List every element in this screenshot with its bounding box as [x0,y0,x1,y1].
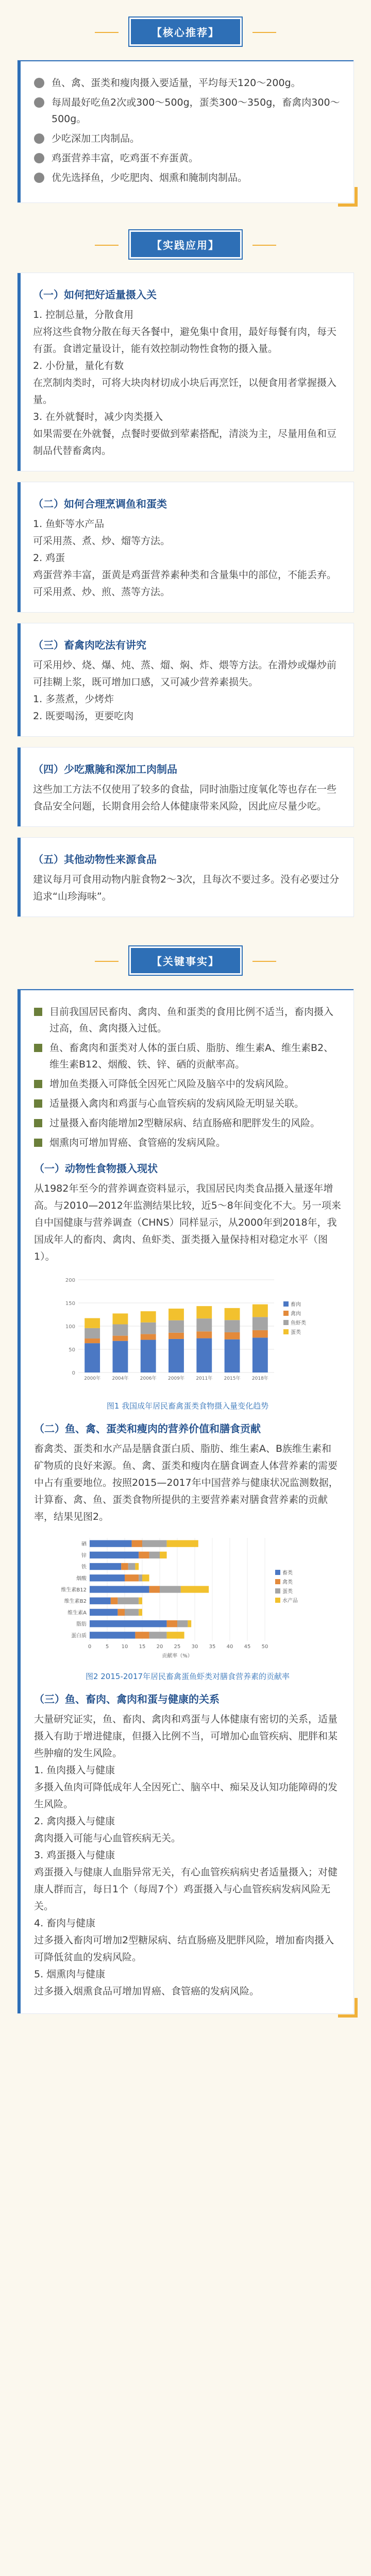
x-tick-label: 20 [156,1644,163,1650]
legend-swatch [283,1320,289,1325]
chart-2-wrap [34,1533,341,1667]
core-item-text: 优先选择鱼，少吃肥肉、烟熏和腌制肉制品。 [52,172,248,183]
nutrient-contribution-chart [43,1533,332,1667]
bar-segment [90,1598,111,1604]
y-tick-label: 150 [65,1301,75,1307]
facts-block3-text: 过多摄入烟熏食品可增加胃癌、食管癌的发病风险。 [34,1986,260,1997]
legend-label: 蛋类 [282,1589,293,1595]
y-tick-label: 0 [72,1370,75,1376]
bullet-square-icon [34,1119,42,1127]
practice-text: 3. 在外就餐时，减少肉类摄入 [33,411,163,422]
practice-list [18,273,353,917]
bar-segment [149,1632,167,1638]
legend-label: 鱼虾类 [291,1320,306,1326]
core-item-text: 鱼、禽、蛋类和瘦肉摄入要适量，平均每天120～200g。 [52,77,301,89]
bar-segment [167,1620,177,1627]
practice-text: 1. 控制总量，分散食用 [33,309,134,320]
core-item-text: 每周最好吃鱼2次或300～500g，蛋类300～350g，畜禽肉300～500g。 [52,97,340,125]
bar-segment [113,1336,128,1341]
bar-segment [139,1598,142,1604]
practice-text: 可采用炒、烧、爆、炖、蒸、熘、焖、炸、煨等方法。在滑炒或爆炒前可挂糊上浆，既可增加口感，又可减少营养素损失。 [33,659,337,688]
box-corner-decoration [338,187,358,207]
x-tick-label: 30 [191,1644,198,1650]
bar-segment [125,1609,139,1616]
y-tick-label: 维生素B2 [64,1599,87,1605]
bar-segment [90,1632,135,1638]
facts-block3-text: 4. 畜肉与健康 [34,1918,96,1929]
x-tick-label: 2011年 [196,1376,213,1381]
x-tick-label: 40 [226,1644,233,1650]
bullet-square-icon [34,1008,42,1016]
bar-segment [196,1318,212,1331]
x-tick-label: 2015年 [224,1376,241,1381]
bar-segment [135,1632,149,1638]
legend-swatch [275,1570,280,1575]
practice-text: 2. 鸡蛋 [33,552,65,564]
fact-item-text: 烟熏肉可增加胃癌、食管癌的发病风险。 [49,1137,226,1148]
x-tick-label: 0 [88,1644,92,1650]
bar-segment [139,1609,142,1616]
bullet-square-icon [34,1099,42,1108]
practice-card [18,838,353,917]
figure-2-caption: 图2 2015-2017年居民畜禽蛋鱼虾类对膳食营养素的贡献率 [85,1672,290,1681]
practice-text: 2. 既要喝汤，更要吃肉 [33,710,134,722]
bar-segment [113,1324,128,1335]
bar-segment [90,1574,125,1581]
x-tick-label: 2009年 [168,1376,184,1381]
bar-segment [142,1540,167,1547]
bar-segment [225,1308,240,1320]
practice-text: 1. 多蒸煮，少烤炸 [33,693,114,705]
core-item [34,94,341,127]
bar-segment [149,1552,160,1558]
practice-text: 2. 小份量，量化有数 [33,360,124,371]
intake-trend-chart [54,1273,322,1396]
fact-item [34,1115,341,1131]
bar-segment [196,1306,212,1318]
legend-label: 禽肉 [291,1311,301,1317]
bullet-dot-icon [34,133,44,144]
y-tick-label: 锌 [81,1553,87,1559]
fact-item [34,1095,341,1112]
facts-block-3 [34,1711,341,2000]
bar-segment [252,1304,268,1317]
practice-heading: （二）如何合理烹调鱼和蛋类 [33,498,167,510]
bar-segment [160,1586,181,1592]
practice-heading: （一）如何把好适量摄入关 [33,289,157,301]
box-corner-decoration [338,1998,358,2018]
bar-segment [90,1563,121,1570]
bar-segment [168,1333,184,1339]
core-item-text: 少吃深加工肉制品。 [52,133,140,144]
chart-1-wrap [34,1273,341,1396]
x-tick-label: 15 [139,1644,146,1650]
bar-segment [113,1341,128,1372]
bar-segment [196,1338,212,1372]
x-tick-label: 50 [261,1644,268,1650]
bar-segment [111,1598,118,1604]
bar-segment [90,1609,117,1616]
bar-segment [252,1317,268,1330]
facts-block3-text: 3. 鸡蛋摄入与健康 [34,1850,115,1861]
section-title-practice [18,230,353,259]
y-tick-label: 铁 [81,1564,87,1570]
legend-label: 水产品 [282,1598,298,1604]
legend-swatch [283,1329,289,1334]
bar-segment [168,1339,184,1372]
bullet-dot-icon [34,153,44,163]
core-item [34,75,341,91]
practice-card [18,748,353,826]
y-tick-label: 脂肪 [76,1621,87,1628]
fact-item-text: 鱼、畜禽肉和蛋类对人体的蛋白质、脂肪、维生素A、维生素B2、维生素B12、烟酸、铁、锌、硒的贡献率高。 [49,1042,334,1070]
core-item-text: 鸡蛋营养丰富，吃鸡蛋不弃蛋黄。 [52,152,199,164]
bar-segment [132,1540,142,1547]
bullet-dot-icon [34,78,44,88]
section-tag-facts: 【关键事实】 [129,946,242,975]
practice-text: 1. 鱼虾等水产品 [33,518,105,530]
y-tick-label: 维生素B12 [61,1587,87,1593]
facts-block3-text: 大量研究证实，鱼、畜肉、禽肉和鸡蛋与人体健康有密切的关系，适量摄入有助于增进健康，但摄入比例不当，可增加心血管疾病、肥胖和某些肿瘤的发生风险。 [34,1714,338,1759]
facts-block3-text: 过多摄入畜肉可增加2型糖尿病、结直肠癌及肥胖风险，增加畜肉摄入可降低贫血的发病风险。 [34,1935,334,1963]
practice-text: 这些加工方法不仅使用了较多的食盐，同时油脂过度氧化等也存在一些食品安全问题，长期食用会给人体健康带来风险，因此应尽量少吃。 [33,784,337,812]
bar-segment [177,1620,188,1627]
fact-item [34,1134,341,1151]
legend-swatch [283,1301,289,1307]
bar-segment [141,1311,156,1323]
y-tick-label: 硒 [81,1541,87,1548]
bar-segment [125,1574,139,1581]
core-box [18,60,353,202]
bar-segment [85,1318,100,1328]
bullet-square-icon [34,1139,42,1147]
legend-swatch [283,1311,289,1316]
bar-segment [139,1574,142,1581]
bar-segment [167,1632,184,1638]
x-tick-label: 10 [121,1644,128,1650]
x-tick-label: 2004年 [112,1376,129,1381]
facts-heading-1: （一）动物性食物摄入现状 [34,1162,158,1175]
legend-label: 畜肉 [291,1302,301,1308]
practice-text: 应将这些食物分散在每天各餐中，避免集中食用，最好每餐有肉，每天有蛋。食谱定量设计，能有效控制动物性食物的摄入量。 [33,326,337,354]
bullet-dot-icon [34,97,44,108]
bar-segment [196,1331,212,1338]
bar-segment [141,1323,156,1334]
legend-label: 蛋类 [291,1330,301,1335]
legend-label: 畜类 [282,1570,293,1576]
bar-segment [90,1586,149,1592]
bar-segment [90,1620,167,1627]
bar-segment [252,1337,268,1372]
y-tick-label: 50 [69,1347,75,1353]
bar-segment [90,1540,132,1547]
bar-segment [167,1540,198,1547]
fact-item-text: 目前我国居民畜肉、禽肉、鱼和蛋类的食用比例不适当，畜肉摄入过高，鱼、禽肉摄入过低。 [49,1006,334,1034]
bar-segment [252,1330,268,1337]
x-axis-label: 贡献率（%） [162,1653,193,1659]
bullet-square-icon [34,1044,42,1052]
x-tick-label: 35 [209,1644,216,1650]
facts-block3-text: 禽肉摄入可能与心血管疾病无关。 [34,1833,181,1844]
practice-heading: （五）其他动物性来源食品 [33,853,157,866]
fact-item-text: 适量摄入禽肉和鸡蛋与心血管疾病的发病风险无明显关联。 [49,1098,305,1109]
x-tick-label: 2000年 [84,1376,101,1381]
bar-segment [181,1586,209,1592]
x-tick-label: 45 [244,1644,251,1650]
bar-segment [141,1334,156,1340]
practice-text: 在烹制肉类时，可将大块肉材切成小块后再烹饪，以便食用者掌握摄入量。 [33,377,337,405]
core-item [34,170,341,186]
facts-block3-text: 多摄入鱼肉可降低成年人全因死亡、脑卒中、痴呆及认知功能障碍的发生风险。 [34,1782,338,1810]
practice-heading: （三）畜禽肉吃法有讲究 [33,639,146,651]
bar-segment [85,1343,100,1372]
y-tick-label: 蛋白质 [71,1633,87,1639]
bar-segment [85,1338,100,1343]
y-tick-label: 200 [65,1278,75,1283]
y-tick-label: 100 [65,1324,75,1330]
practice-card [18,482,353,612]
y-tick-label: 烟酸 [76,1575,87,1582]
practice-text: 建议每月可食用动物内脏食物2～3次，且每次不要过多。没有必要过分追求“山珍海味”。 [33,874,340,902]
bar-segment [141,1340,156,1372]
bullet-dot-icon [34,173,44,183]
x-tick-label: 2018年 [251,1376,268,1381]
bar-segment [85,1328,100,1338]
practice-card [18,623,353,736]
x-tick-label: 5 [105,1644,109,1650]
y-tick-label: 维生素A [68,1610,87,1616]
bar-segment [128,1563,136,1570]
legend-swatch [275,1579,280,1584]
legend-swatch [275,1598,280,1603]
practice-heading: （四）少吃熏腌和深加工肉制品 [33,763,177,775]
bar-segment [149,1586,160,1592]
facts-list [34,1004,341,1151]
x-tick-label: 2006年 [140,1376,157,1381]
facts-box [18,989,353,2013]
bar-segment [225,1320,240,1332]
fact-item [34,1040,341,1073]
bar-segment [113,1313,128,1324]
bar-segment [188,1620,191,1627]
bar-segment [160,1552,167,1558]
facts-heading-2: （二）鱼、禽、蛋类和瘦肉的营养价值和膳食贡献 [34,1422,261,1435]
section-tag-practice: 【实践应用】 [129,230,242,259]
facts-block3-text: 鸡蛋摄入与健康人血脂异常无关，有心血管疾病病史者适量摄入；对健康人群而言，每日1个（每周7个）鸡蛋摄入与心血管疾病发病风险无关。 [34,1867,338,1912]
section-title-core [18,18,353,46]
practice-text: 可采用蒸、煮、炒、熘等方法。 [33,535,171,547]
section-title-facts [18,946,353,975]
practice-text: 如果需要在外就餐，点餐时要做到荤素搭配，清淡为主，尽量用鱼和豆制品代替畜禽肉。 [33,428,337,456]
core-item [34,130,341,147]
legend-swatch [275,1588,280,1594]
section-tag-core: 【核心推荐】 [129,18,242,46]
bar-segment [139,1552,149,1558]
practice-text: 鸡蛋营养丰富，蛋黄是鸡蛋营养素种类和含量集中的部位，不能丢弃。可采用煮、炒、煎、蒸等方法。 [33,569,337,598]
bar-segment [225,1340,240,1372]
bullet-square-icon [34,1080,42,1088]
facts-para-1: 从1982年至今的营养调查资料显示，我国居民肉类食品摄入量逐年增高。与2010—2012年监测结果比较，近5～8年间变化不大。另一项来自中国健康与营养调查（CHNS）同样显示，从2000年到2018年，我国成年人的畜肉、禽肉、鱼虾类、蛋类摄入量保持相对稳定水平（图1）。 [34,1183,341,1262]
bar-segment [90,1552,139,1558]
legend-label: 禽类 [282,1580,293,1585]
fact-item-text: 过量摄入畜肉能增加2型糖尿病、结直肠癌和肥胖发生的风险。 [49,1117,321,1129]
facts-block3-text: 1. 鱼肉摄入与健康 [34,1765,115,1776]
core-item [34,150,341,166]
facts-block3-text: 2. 禽肉摄入与健康 [34,1816,115,1827]
facts-heading-3: （三）鱼、畜肉、禽肉和蛋与健康的关系 [34,1693,220,1705]
facts-block3-text: 5. 烟熏肉与健康 [34,1969,106,1980]
facts-para-2: 畜禽类、蛋类和水产品是膳食蛋白质、脂肪、维生素A、B族维生素和矿物质的良好来源。鱼、禽、蛋类和瘦肉在膳食调查人体营养素的需要中占有重要地位。按照2015—2017年中国营养与健康状况监测数据，计算畜、禽、鱼、蛋类食物所提供的主要营养素对膳食营养素的贡献率，结果见图2。 [34,1443,339,1522]
fact-item [34,1004,341,1037]
fact-item-text: 增加鱼类摄入可降低全因死亡风险及脑卒中的发病风险。 [49,1078,295,1090]
bar-segment [225,1332,240,1340]
practice-card [18,273,353,471]
bar-segment [168,1320,184,1333]
bar-segment [168,1309,184,1320]
bar-segment [135,1563,139,1570]
figure-1-caption: 图1 我国成年居民畜禽蛋类食物摄入量变化趋势 [106,1401,269,1411]
fact-item [34,1076,341,1092]
bar-segment [121,1563,128,1570]
bar-segment [142,1574,149,1581]
bar-segment [117,1609,125,1616]
bar-segment [117,1598,139,1604]
x-tick-label: 25 [174,1644,181,1650]
